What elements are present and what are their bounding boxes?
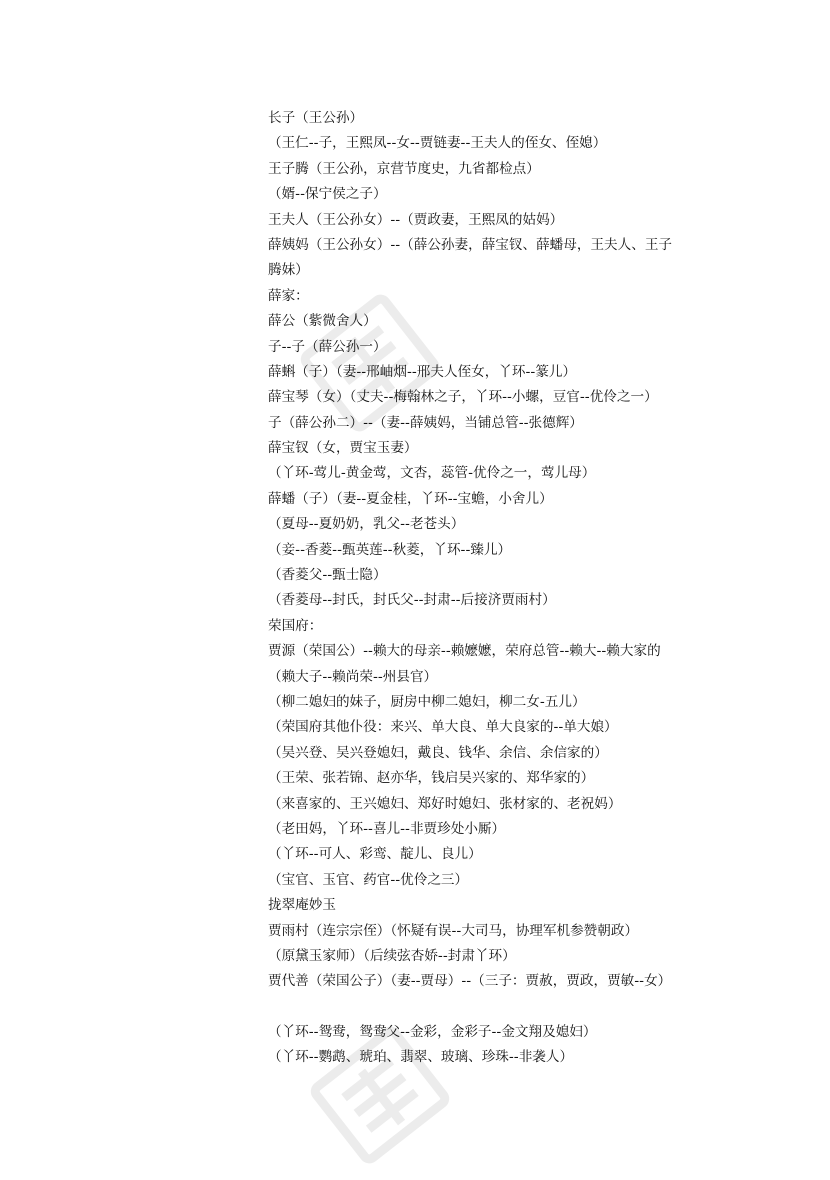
text-line: 薛宝琴（女）（丈夫--梅翰林之子，丫环--小螺，豆官--优伶之一）: [268, 389, 658, 406]
text-line: （来喜家的、王兴媳妇、郑好时媳妇、张材家的、老祝妈）: [268, 795, 622, 812]
text-line: （丫环--可人、彩鸾、靛儿、良儿）: [268, 846, 482, 863]
text-line: 王子腾（王公孙，京营节度史，九省都检点）: [268, 160, 540, 177]
section-heading-xue-family: 薛家：: [268, 287, 309, 304]
text-line: （宝官、玉官、药官--优伶之三）: [268, 871, 469, 888]
text-line: 贾代善（荣国公子）（妻--贾母）--（三子：贾赦，贾政，贾敏--女）: [268, 973, 672, 990]
text-line: （香菱父--甄士隐）: [268, 567, 387, 584]
text-line: （丫环-莺儿-黄金莺，文杏，蕊管-优伶之一，莺儿母）: [268, 465, 596, 482]
section-heading-rongguo-mansion: 荣国府：: [268, 617, 323, 634]
text-line: （荣国府其他仆役：来兴、单大良、单大良家的--单大娘）: [268, 719, 618, 736]
text-line: 拢翠庵妙玉: [268, 897, 336, 914]
text-line: （丫环--鸳鸯，鸳鸯父--金彩，金彩子--金文翔及媳妇）: [268, 1024, 597, 1041]
text-line: 薛蟠（子）（妻--夏金桂，丫环--宝蟾，小舍儿）: [268, 490, 553, 507]
text-line: （婿--保宁侯之子）: [268, 186, 387, 203]
text-line: 腾妹）: [268, 262, 309, 279]
text-line: 薛宝钗（女，贾宝玉妻）: [268, 440, 418, 457]
text-line: 子--子（薛公孙一）: [268, 338, 387, 355]
genealogy-text: [268, 106, 718, 1071]
text-line: （丫环--鹦鹉、琥珀、翡翠、玻璃、珍珠--非袭人）: [268, 1049, 574, 1066]
text-line: 王夫人（王公孙女）--（贾政妻，王熙凤的姑妈）: [268, 211, 564, 228]
text-line: （老田妈，丫环--喜儿--非贾珍处小厮）: [268, 820, 506, 837]
text-line: （夏母--夏奶奶，乳父--老苍头）: [268, 516, 465, 533]
text-line: 长子（王公孙）: [268, 110, 364, 126]
text-line: （王荣、张若锦、赵亦华，钱启吴兴家的、郑华家的）: [268, 770, 595, 787]
text-line: （吴兴登、吴兴登媳妇，戴良、钱华、余信、余信家的）: [268, 744, 608, 761]
text-line: 贾源（荣国公）--赖大的母亲--赖嬷嬷，荣府总管--赖大--赖大家的: [268, 643, 661, 660]
text-line: （柳二媳妇的妹子，厨房中柳二媳妇，柳二女-五儿）: [268, 693, 586, 710]
text-line: （妾--香菱--甄英莲--秋菱，丫环--臻儿）: [268, 541, 512, 558]
text-line: （香菱母--封氏，封氏父--封肃--后接济贾雨村）: [268, 592, 556, 609]
text-line: 薛蝌（子）（妻--邢岫烟--邢夫人侄女，丫环--篆儿）: [268, 363, 577, 380]
blank-line: [268, 995, 718, 1020]
text-line: 贾雨村（连宗宗侄）（怀疑有误--大司马，协理军机参赞朝政）: [268, 922, 639, 939]
text-line: （赖大子--赖尚荣--州县官）: [268, 668, 438, 685]
text-line: 子（薛公孙二）--（妻--薛姨妈，当铺总管--张德辉）: [268, 414, 583, 431]
text-line: （原黛玉家师）（后续弦杏娇--封肃丫环）: [268, 947, 516, 964]
text-line: （王仁--子，王熙凤--女--贾链妻--王夫人的侄女、侄媳）: [268, 135, 607, 152]
text-line: 薛公（紫微舍人）: [268, 313, 377, 330]
text-line: 薛姨妈（王公孙女）--（薛公孙妻，薛宝钗、薛蟠母，王夫人、王子: [268, 236, 673, 253]
